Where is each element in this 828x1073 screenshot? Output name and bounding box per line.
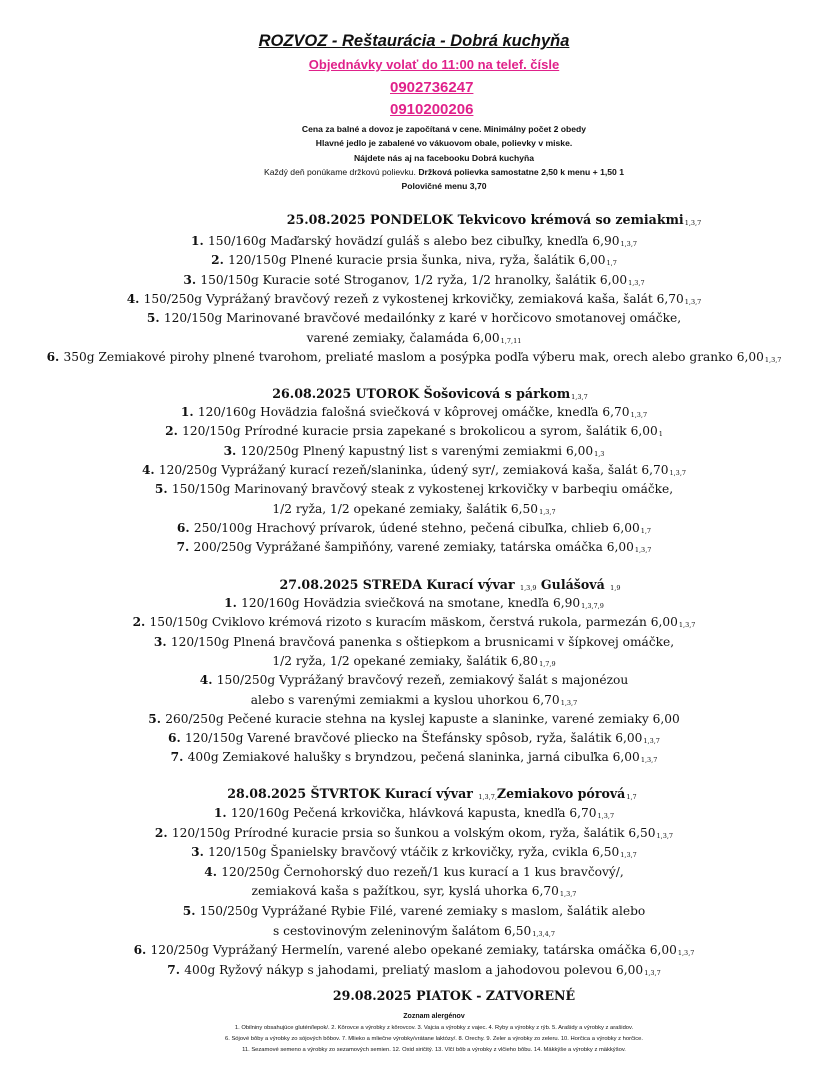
- menu-item: [0, 540, 828, 554]
- menu-item: [0, 502, 828, 516]
- menu-item: [0, 904, 828, 918]
- menu-item-text: 1/2 ryža, 1/2 opekané zemiaky, šalátik 6,50: [272, 501, 539, 516]
- menu-item: [0, 615, 828, 629]
- allergen-codes: 1,3,7: [656, 831, 674, 840]
- tripe-soup-note: Každý deň ponúkame držkovú polievku. Držková polievka samostatne 2,50 k menu + 1,50 1: [264, 167, 624, 177]
- menu-item: [0, 654, 828, 668]
- menu-item: [0, 331, 828, 345]
- menu-item-text: 120/250g Vyprážaný kurací rezeň/slaninka, údený syr/, zemiaková kaša, šalát 6,70: [158, 462, 669, 477]
- allergen-codes: 1,3,7: [620, 240, 638, 248]
- menu-item: [0, 273, 828, 287]
- menu-item-number: 5.: [148, 711, 166, 726]
- menu-item: [0, 444, 828, 458]
- menu-item: [0, 750, 828, 764]
- day-title-monday: 25.08.2025 PONDELOK Tekvicovo krémová so zemiakmi1,3,7: [286, 212, 702, 227]
- half-menu-note: Polovičné menu 3,70: [401, 181, 487, 191]
- menu-item-number: 3.: [223, 443, 241, 458]
- menu-item-text: 260/250g Pečené kuracie stehna na kyslej kapuste a slaninke, varené zemiaky 6,00: [165, 711, 680, 726]
- menu-item-number: 6.: [46, 349, 64, 364]
- menu-item-text: 150/150g Marinovaný bravčový steak z vykostenej krkovičky v barbeqiu omáčke,: [171, 482, 674, 497]
- menu-item-text: 1/2 ryža, 1/2 opekané zemiaky, šalátik 6,80: [272, 653, 539, 668]
- allergen-codes: 1,3,7: [560, 698, 578, 707]
- allergen-codes: 1,3,7: [620, 851, 637, 860]
- menu-item: [0, 963, 828, 977]
- allergen-codes: 1,3,7: [678, 621, 696, 630]
- menu-item-number: 2.: [165, 424, 183, 439]
- menu-item-text: 400g Ryžový nákyp s jahodami, preliatý maslom a jahodovou polevou 6,00: [184, 962, 644, 977]
- menu-item-text: 150/250g Vyprážané Rybie Filé, varené zemiaky s maslom, šalátik alebo: [199, 904, 646, 918]
- menu-item: [0, 350, 828, 364]
- day-title-wednesday: 27.08.2025 STREDA Kurací vývar 1,3,9 Gulášová 1,9: [279, 577, 621, 592]
- menu-item: [0, 311, 828, 325]
- allergen-codes: 1: [658, 430, 663, 439]
- menu-item-text: varené zemiaky, čalamáda 6,00: [306, 330, 500, 345]
- page-title: ROZVOZ - Reštaurácia - Dobrá kuchyňa: [258, 32, 570, 50]
- menu-item: [0, 884, 828, 898]
- menu-item: [0, 865, 828, 879]
- menu-item-text: 120/250g Vyprážaný Hermelín, varené alebo opekané zemiaky, tatárska omáčka 6,00: [150, 943, 677, 958]
- allergen-codes: 1,3,7: [684, 297, 702, 306]
- allergen-codes: 1,3,7: [643, 737, 660, 746]
- menu-item: [0, 482, 828, 496]
- allergens-line-2: 6. Sójové bôby a výrobky zo sójových bôbov. 7. Mlieko a mliečne výrobky/vrátane laktózy/. 8. Orechy. 9. Zeler a výrobky zo zeleru. 10. Horčica a výrobky z horčice.: [225, 1036, 643, 1042]
- menu-item-number: 4.: [141, 462, 159, 477]
- menu-item: [0, 731, 828, 745]
- menu-item-text: zemiaková kaša s pažítkou, syr, kyslá uhorka 6,70: [251, 884, 559, 899]
- menu-item-number: 1.: [190, 234, 208, 248]
- price-note: Cena za balné a dovoz je započítaná v cene. Minimálny počet 2 obedy: [301, 124, 587, 134]
- menu-item: [0, 596, 828, 610]
- allergens-title: Zoznam alergénov: [403, 1013, 465, 1020]
- menu-item-text: 250/100g Hrachový prívarok, údené stehno, pečená cibuľka, chlieb 6,00: [193, 520, 640, 535]
- menu-item-number: 3.: [191, 845, 209, 860]
- menu-item-number: 5.: [154, 482, 172, 497]
- menu-item-number: 7.: [167, 962, 185, 977]
- menu-item-number: 3.: [153, 634, 171, 649]
- menu-item-text: 120/150g Plnená bravčová panenka s oštiepkom a brusnicami v šípkovej omáčke,: [170, 634, 675, 649]
- menu-item: [0, 806, 828, 820]
- menu-item-text: alebo s varenými zemiakmi a kyslou uhorkou 6,70: [250, 692, 560, 707]
- menu-item-text: 200/250g Vyprážané šampiňóny, varené zemiaky, tatárska omáčka 6,00: [193, 540, 634, 555]
- menu-item-number: 4.: [204, 864, 222, 879]
- menu-item: [0, 924, 828, 938]
- allergen-codes: 1,7: [606, 259, 617, 268]
- menu-item-number: 1.: [213, 806, 231, 820]
- allergens-line-1: 1. Obilniny obsahujúce glutén/lepok/. 2. Kôrovce a výrobky z kôrovcov. 3. Vajcia a výrobky z vajec. 4. Ryby a výrobky z rýb. 5. Arašidy a výrobky z arašidov.: [234, 1025, 634, 1031]
- menu-item: [0, 405, 828, 419]
- menu-item-text: 150/250g Vyprážaný bravčový rezeň, zemiakový šalát s majonézou: [216, 673, 629, 688]
- menu-item-text: 120/160g Hovädzia sviečková na smotane, knedľa 6,90: [241, 596, 581, 610]
- allergen-codes: 1,3,7: [764, 355, 782, 364]
- menu-item-text: s cestovinovým zeleninovým šalátom 6,50: [273, 923, 532, 938]
- day-title-tuesday: 26.08.2025 UTOROK Šošovicová s párkom1,3,7: [272, 386, 588, 401]
- menu-item: [0, 635, 828, 649]
- menu-item-number: 4.: [199, 673, 217, 688]
- menu-item-number: 2.: [211, 253, 229, 268]
- menu-item: [0, 424, 828, 438]
- menu-item-number: 6.: [133, 943, 151, 958]
- menu-item: [0, 463, 828, 477]
- allergen-codes: 1,3,7: [669, 468, 687, 477]
- menu-item-text: 150/250g Vyprážaný bravčový rezeň z vykostenej krkovičky, zemiaková kaša, šalát 6,70: [143, 291, 684, 306]
- menu-item-number: 1.: [180, 405, 198, 419]
- day-title-thursday: 28.08.2025 ŠTVRTOK Kurací vývar 1,3,7,Zemiakovo pórová1,7: [227, 786, 637, 801]
- menu-item-text: 120/150g Marinované bravčové medailónky z karé v horčicovo smotanovej omáčke,: [163, 311, 682, 326]
- menu-item: [0, 712, 828, 726]
- allergen-codes: 1,3,7: [677, 949, 695, 958]
- menu-item-number: 2.: [132, 615, 150, 630]
- allergens-line-3: 11. Sezamové semeno a výrobky zo sezamových semien. 12. Oxid siričitý. 13. Vlčí bôb a výrobky z vlčieho bôbu. 14. Mäkkýše a výrobky z mäkkýšov.: [242, 1047, 626, 1053]
- menu-item: [0, 234, 828, 248]
- phone-number-2[interactable]: 0910200206: [390, 101, 474, 118]
- menu-item-number: 7.: [176, 540, 194, 555]
- menu-item-number: 1.: [224, 596, 242, 610]
- allergen-codes: 1,3,7: [539, 507, 556, 516]
- allergen-codes: 1,3,7: [644, 968, 661, 977]
- menu-item: [0, 253, 828, 267]
- menu-item-text: 120/150g Prírodné kuracie prsia zapekané s brokolicou a syrom, šalátik 6,00: [182, 424, 658, 439]
- allergen-codes: 1,3,7: [597, 812, 615, 820]
- menu-item: [0, 693, 828, 707]
- menu-item-number: 2.: [154, 825, 172, 840]
- phone-number-1[interactable]: 0902736247: [390, 79, 474, 96]
- menu-item: [0, 845, 828, 859]
- allergen-codes: 1,3,7,9: [581, 602, 604, 610]
- menu-item-text: 120/150g Plnené kuracie prsia šunka, niva, ryža, šalátik 6,00: [228, 253, 606, 268]
- friday-closed-notice: 29.08.2025 PIATOK - ZATVORENÉ: [332, 988, 576, 1003]
- menu-item-text: 120/160g Hovädzia falošná sviečková v kôprovej omáčke, knedľa 6,70: [197, 405, 630, 419]
- menu-item-text: 400g Zemiakové halušky s bryndzou, pečená slaninka, jarná cibuľka 6,00: [187, 750, 640, 765]
- allergen-codes: 1,3,4,7: [532, 929, 555, 938]
- menu-item-number: 5.: [146, 311, 164, 326]
- menu-item-text: 150/150g Cviklovo krémová rizoto s kuracím mäskom, čerstvá rukola, parmezán 6,00: [149, 615, 678, 630]
- menu-item-text: 120/150g Prírodné kuracie prsia so šunkou a volským okom, ryža, šalátik 6,50: [171, 825, 656, 840]
- order-info: Objednávky volať do 11:00 na telef. čísle: [308, 57, 560, 72]
- menu-item: [0, 826, 828, 840]
- menu-item-number: 7.: [170, 750, 188, 765]
- menu-item-text: 120/160g Pečená krkovička, hlávková kapusta, knedľa 6,70: [230, 806, 597, 820]
- menu-item-text: 150/150g Kuracie soté Stroganov, 1/2 ryža, 1/2 hranolky, šalátik 6,00: [200, 272, 628, 287]
- menu-item: [0, 521, 828, 535]
- menu-item-number: 4.: [126, 291, 144, 306]
- allergen-codes: 1,3: [594, 449, 605, 458]
- menu-item-number: 5.: [182, 904, 200, 918]
- packaging-note: Hlavné jedlo je zabalené vo vákuovom obale, polievky v miske.: [315, 138, 573, 148]
- allergen-codes: 1,7: [640, 526, 652, 535]
- allergen-codes: 1,7,9: [539, 659, 556, 668]
- menu-item-text: 120/250g Plnený kapustný list s varenými zemiakmi 6,00: [240, 443, 594, 458]
- menu-item-text: 120/250g Černohorský duo rezeň/1 kus kurací a 1 kus bravčový/,: [221, 864, 624, 879]
- allergen-codes: 1,3,7: [630, 411, 648, 419]
- menu-item-number: 3.: [183, 272, 201, 287]
- menu-item: [0, 673, 828, 687]
- allergen-codes: 1,3,7: [634, 546, 652, 555]
- allergen-codes: 1,3,7: [628, 278, 645, 287]
- allergen-codes: 1,7,11: [500, 336, 522, 345]
- menu-item: [0, 943, 828, 957]
- facebook-note: Nájdete nás aj na facebooku Dobrá kuchyňa: [353, 153, 535, 163]
- menu-item: [0, 292, 828, 306]
- allergen-codes: 1,3,7: [640, 756, 658, 765]
- menu-item-number: 6.: [176, 520, 194, 535]
- allergen-codes: 1,3,7: [559, 890, 577, 899]
- menu-item-text: 120/150g Varené bravčové pliecko na Štefánsky spôsob, ryža, šalátik 6,00: [185, 731, 643, 746]
- menu-item-text: 150/160g Maďarský hovädzí guláš s alebo bez cibuľky, knedľa 6,90: [207, 234, 620, 248]
- menu-item-text: 120/150g Španielsky bravčový vtáčik z krkovičky, ryža, cvikla 6,50: [208, 845, 620, 860]
- menu-item-number: 6.: [168, 731, 185, 746]
- menu-item-text: 350g Zemiakové pirohy plnené tvarohom, preliaté maslom a posýpka podľa výberu mak, orech alebo granko 6,00: [63, 349, 764, 364]
